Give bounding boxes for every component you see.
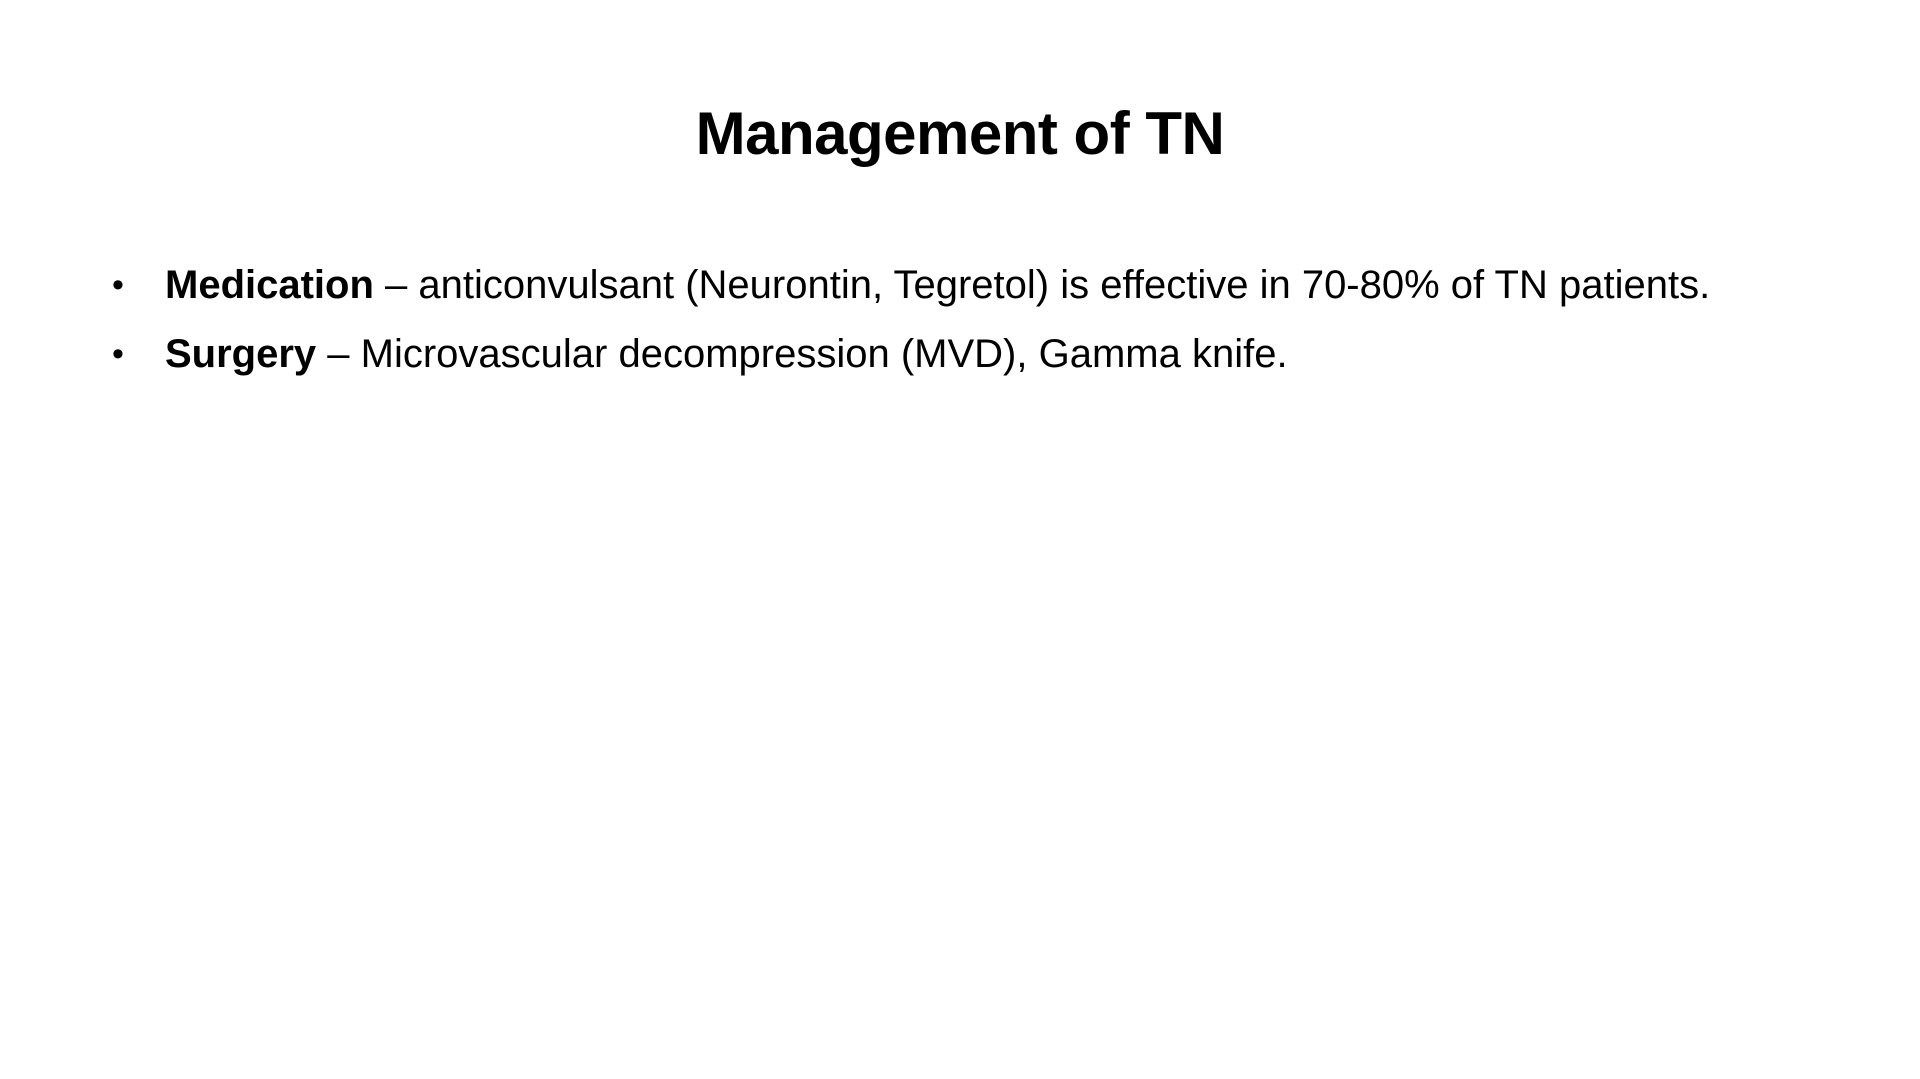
bullet-item-medication bbox=[108, 258, 1898, 312]
bullet-dot-icon: • bbox=[112, 266, 124, 304]
bullet-text: – Microvascular decompression (MVD), Gamma knife. bbox=[316, 332, 1288, 376]
bullet-list bbox=[108, 258, 1898, 396]
bullet-dot-icon: • bbox=[112, 335, 124, 373]
bullet-item-surgery bbox=[108, 327, 1898, 381]
bullet-term: Medication bbox=[165, 263, 374, 307]
bullet-text: – anticonvulsant (Neurontin, Tegretol) is effective in 70-80% of TN patients. bbox=[373, 263, 1711, 307]
slide-title: Management of TN bbox=[695, 100, 1225, 167]
bullet-term: Surgery bbox=[165, 332, 317, 376]
